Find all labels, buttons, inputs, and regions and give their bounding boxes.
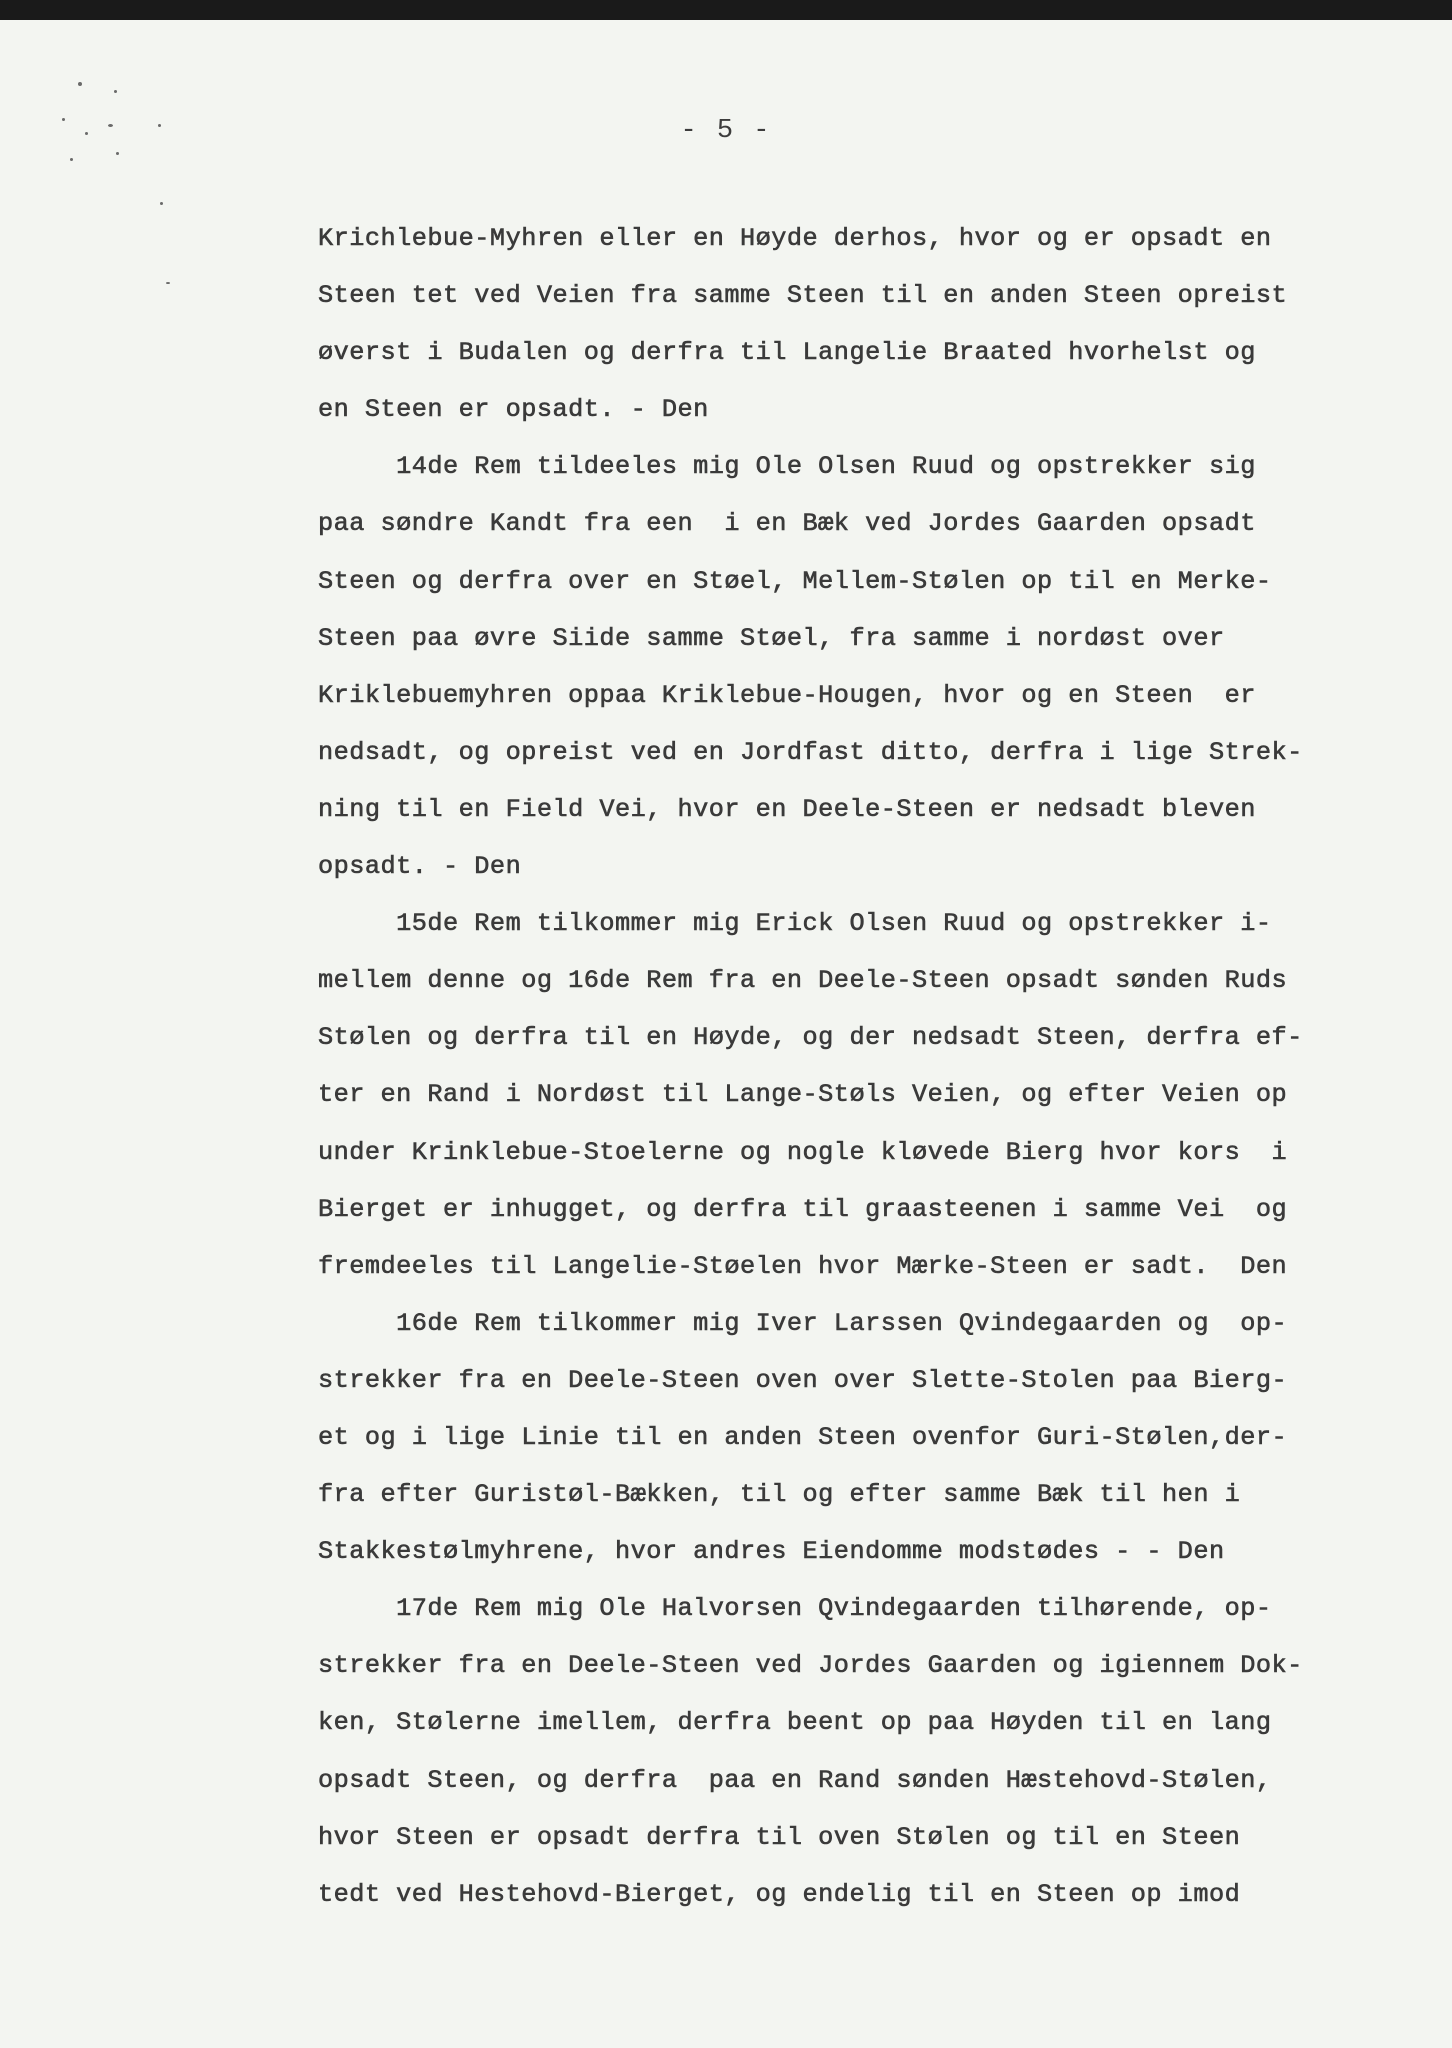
- text-line: Stakkestølmyhrene, hvor andres Eiendomme modstødes - - Den: [318, 1537, 1225, 1567]
- text-line: Stølen og derfra til en Høyde, og der nedsadt Steen, derfra ef-: [318, 1023, 1303, 1053]
- scan-speck: [166, 282, 170, 284]
- text-line: øverst i Budalen og derfra til Langelie Braated hvorhelst og: [318, 338, 1256, 368]
- document-page: [0, 20, 1452, 2048]
- text-line: Bierget er inhugget, og derfra til graasteenen i samme Vei og: [318, 1194, 1288, 1224]
- text-line: ter en Rand i Nordøst til Lange-Støls Veien, og efter Veien op: [318, 1080, 1288, 1110]
- text-line: Steen og derfra over en Støel, Mellem-Stølen op til en Merke-: [318, 566, 1272, 596]
- text-line: fra efter Guristøl-Bækken, til og efter samme Bæk til hen i: [318, 1480, 1241, 1510]
- text-line: strekker fra en Deele-Steen oven over Slette-Stolen paa Bierg-: [318, 1365, 1288, 1395]
- scan-speck: [160, 202, 163, 205]
- text-line: hvor Steen er opsadt derfra til oven Stølen og til en Steen: [318, 1822, 1241, 1852]
- text-line: en Steen er opsadt. - Den: [318, 395, 709, 425]
- text-line: et og i lige Linie til en anden Steen ovenfor Guri-Stølen,der-: [318, 1422, 1288, 1452]
- text-line: opsadt Steen, og derfra paa en Rand sønden Hæstehovd-Stølen,: [318, 1765, 1272, 1795]
- text-line: Steen paa øvre Siide samme Støel, fra samme i nordøst over: [318, 623, 1225, 653]
- text-line: ning til en Field Vei, hvor en Deele-Steen er nedsadt bleven: [318, 794, 1256, 824]
- text-line: nedsadt, og opreist ved en Jordfast ditto, derfra i lige Strek-: [318, 737, 1303, 767]
- text-line: 17de Rem mig Ole Halvorsen Qvindegaarden tilhørende, op-: [318, 1594, 1272, 1624]
- document-body: [318, 210, 1428, 1923]
- text-line: Krichlebue-Myhren eller en Høyde derhos, hvor og er opsadt en: [318, 224, 1272, 253]
- text-line: opsadt. - Den: [318, 852, 522, 882]
- text-line: Steen tet ved Veien fra samme Steen til en anden Steen opreist: [318, 281, 1288, 311]
- text-line: fremdeeles til Langelie-Støelen hvor Mærke-Steen er sadt. Den: [318, 1251, 1288, 1281]
- text-line: strekker fra en Deele-Steen ved Jordes Gaarden og igiennem Dok-: [318, 1651, 1303, 1681]
- text-line: under Krinklebue-Stoelerne og nogle kløvede Bierg hvor kors i: [318, 1137, 1288, 1167]
- text-line: 16de Rem tilkommer mig Iver Larssen Qvindegaarden og op-: [318, 1308, 1288, 1338]
- text-line: mellem denne og 16de Rem fra en Deele-Steen opsadt sønden Ruds: [318, 966, 1288, 996]
- scan-speck: [70, 158, 73, 161]
- scan-speck: [116, 152, 119, 155]
- text-line: 14de Rem tildeeles mig Ole Olsen Ruud og opstrekker sig: [318, 452, 1256, 482]
- text-line: 15de Rem tilkommer mig Erick Olsen Ruud og opstrekker i-: [318, 909, 1272, 939]
- text-line: Kriklebuemyhren oppaa Kriklebue-Hougen, hvor og en Steen er: [318, 680, 1256, 710]
- page-number: - 5 -: [680, 116, 772, 146]
- scan-speck: [78, 82, 82, 86]
- text-line: paa søndre Kandt fra een i en Bæk ved Jordes Gaarden opsadt: [318, 509, 1256, 539]
- text-line: tedt ved Hestehovd-Bierget, og endelig til en Steen op imod: [318, 1879, 1241, 1909]
- text-line: ken, Stølerne imellem, derfra beent op paa Høyden til en lang: [318, 1708, 1272, 1738]
- scan-speck: [114, 90, 117, 93]
